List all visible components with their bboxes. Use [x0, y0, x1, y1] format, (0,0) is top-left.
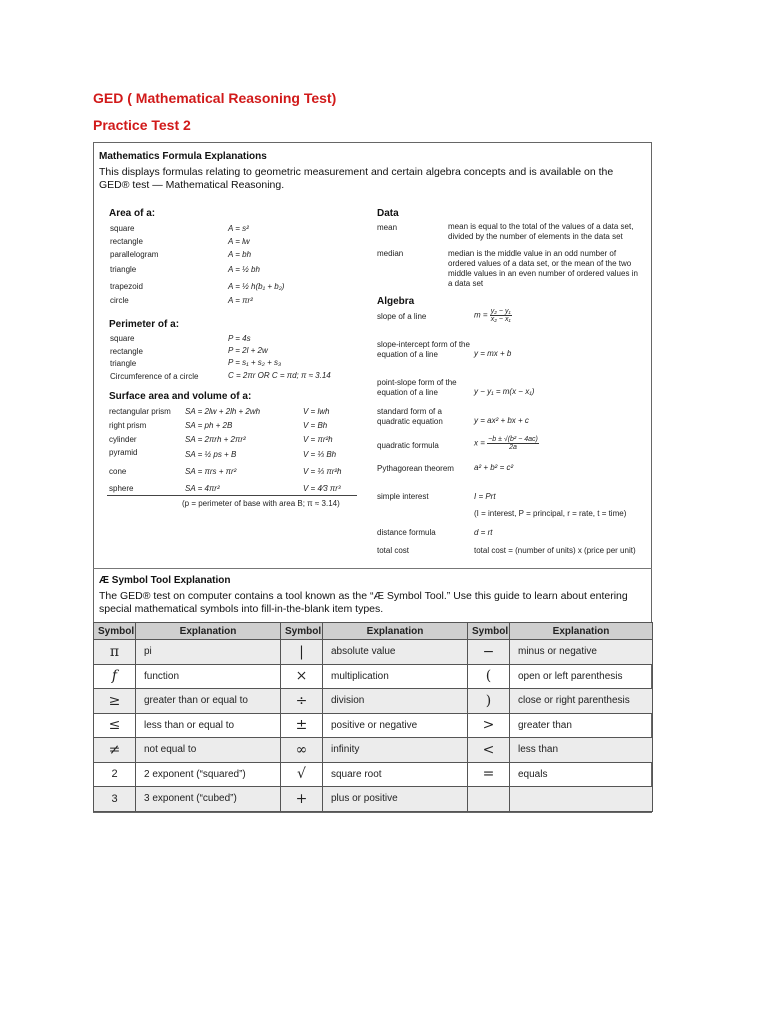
explanation: [510, 787, 653, 812]
col-explanation: Explanation: [510, 623, 653, 640]
standard-form-formula: y = ax² + bx + c: [474, 416, 529, 425]
col-symbol: Symbol: [94, 623, 136, 640]
table-row: [94, 738, 653, 763]
solid-volume: V = Bh: [303, 421, 328, 430]
explanation: 2 exponent (“squared”): [136, 762, 281, 787]
solid-name: cylinder: [109, 435, 137, 444]
symbol-infinity: ∞: [281, 738, 323, 763]
pythagorean-label: Pythagorean theorem: [377, 464, 454, 473]
symbol-plus-minus: ±: [281, 713, 323, 738]
area-formula: A = πr²: [228, 296, 253, 305]
symbol-empty: [468, 787, 510, 812]
symbol-equals: =: [468, 762, 510, 787]
explanation: absolute value: [323, 640, 468, 665]
document-subtitle: Practice Test 2: [93, 117, 191, 133]
col-symbol: Symbol: [281, 623, 323, 640]
explanation: less than or equal to: [136, 713, 281, 738]
surface-rule: [107, 495, 357, 496]
solid-volume: V = 4⁄3 πr³: [303, 484, 341, 493]
explanation: plus or positive: [323, 787, 468, 812]
median-label: median: [377, 249, 404, 258]
standard-form-label: standard form of a quadratic equation: [377, 407, 443, 426]
perimeter-name: triangle: [110, 359, 137, 368]
symbol-close-paren: ): [468, 689, 510, 714]
explanation: positive or negative: [323, 713, 468, 738]
area-formula: A = ½ h(b₁ + b₂): [228, 282, 285, 291]
solid-volume: V = ⅓ Bh: [303, 450, 337, 459]
mean-text: mean is equal to the total of the values of a data set, divided by the number of elements in the data set: [448, 222, 634, 241]
area-name: circle: [110, 296, 129, 305]
formula-heading: Mathematics Formula Explanations: [99, 151, 267, 162]
table-row: [94, 762, 653, 787]
area-heading: Area of a:: [109, 208, 156, 219]
solid-sa: SA = ½ ps + B: [185, 450, 237, 459]
data-heading: Data: [377, 208, 399, 219]
area-formula: A = ½ bh: [228, 265, 260, 274]
explanation: function: [136, 664, 281, 689]
symbol-squared: 2: [94, 762, 136, 787]
explanation: multiplication: [323, 664, 468, 689]
solid-volume: V = lwh: [303, 407, 330, 416]
col-explanation: Explanation: [323, 623, 468, 640]
table-row: [94, 713, 653, 738]
point-slope-formula: y − y₁ = m(x − x₁): [474, 387, 535, 396]
point-slope-label: point-slope form of the equation of a line: [377, 378, 457, 397]
perimeter-formula: P = s₁ + s₂ + s₃: [228, 358, 282, 367]
table-row: [94, 787, 653, 812]
symbol-multiplication: ×: [281, 664, 323, 689]
solid-name: right prism: [109, 421, 147, 430]
area-name: trapezoid: [110, 282, 143, 291]
slope-formula: m = $\frac{\text{y₂ − y₁}}{\text{x₂ − x₁}}$: [474, 308, 511, 323]
table-row: [94, 689, 653, 714]
symbol-open-paren: (: [468, 664, 510, 689]
solid-sa: SA = πrs + πr²: [185, 467, 237, 476]
solid-sa: SA = 2lw + 2lh + 2wh: [185, 407, 261, 416]
perimeter-name: square: [110, 334, 135, 343]
simple-interest-label: simple interest: [377, 492, 429, 501]
slope-label: slope of a line: [377, 312, 427, 321]
perimeter-name: rectangle: [110, 347, 143, 356]
formula-intro: This displays formulas relating to geometric measurement and certain algebra concepts and is available on the GED® test — Mathematical Reasoning.: [99, 166, 614, 191]
symbol-less-than: <: [468, 738, 510, 763]
symbol-pi: π: [94, 640, 136, 665]
perimeter-formula: C = 2πr OR C = πd; π ≈ 3.14: [228, 371, 331, 380]
explanation: open or left parenthesis: [510, 664, 653, 689]
symbol-not-equal: ≠: [94, 738, 136, 763]
area-name: parallelogram: [110, 250, 159, 259]
quadratic-formula: x = $\frac{\text{−b ± √(b² − 4ac)}}{2a}$: [474, 436, 538, 451]
slope-intercept-label: slope-intercept form of the equation of a line: [377, 340, 470, 359]
symbol-table: [93, 622, 653, 812]
distance-label: distance formula: [377, 528, 436, 537]
document-title: GED ( Mathematical Reasoning Test): [93, 90, 337, 106]
explanation: equals: [510, 762, 653, 787]
pythagorean-formula: a² + b² = c²: [474, 463, 514, 472]
perimeter-formula: P = 4s: [228, 334, 251, 343]
total-cost-label: total cost: [377, 546, 410, 555]
symbol-table-header: [94, 623, 653, 640]
area-name: triangle: [110, 265, 137, 274]
explanation: square root: [323, 762, 468, 787]
explanation: not equal to: [136, 738, 281, 763]
distance-formula: d = rt: [474, 528, 493, 537]
algebra-heading: Algebra: [377, 296, 415, 307]
explanation: greater than: [510, 713, 653, 738]
simple-interest-note: (I = interest, P = principal, r = rate, t = time): [474, 509, 627, 518]
explanation: 3 exponent (“cubed”): [136, 787, 281, 812]
solid-volume: V = ⅓ πr²h: [303, 467, 342, 476]
surface-note: (p = perimeter of base with area B; π ≈ 3.14): [182, 499, 340, 508]
perimeter-heading: Perimeter of a:: [109, 319, 180, 330]
solid-sa: SA = 2πrh + 2πr²: [185, 435, 246, 444]
explanation: minus or negative: [510, 640, 653, 665]
explanation: division: [323, 689, 468, 714]
symbol-absolute-value: |: [281, 640, 323, 665]
area-formula: A = bh: [228, 250, 252, 259]
area-formula: A = s²: [228, 224, 249, 233]
solid-name: pyramid: [109, 448, 138, 457]
symbol-lte: ≤: [94, 713, 136, 738]
quadratic-formula-label: quadratic formula: [377, 441, 439, 450]
total-cost-formula: total cost = (number of units) x (price per unit): [474, 546, 636, 555]
symbol-division: ÷: [281, 689, 323, 714]
symbol-cubed: 3: [94, 787, 136, 812]
symbol-tool-heading: Æ Symbol Tool Explanation: [99, 575, 231, 586]
solid-volume: V = πr²h: [303, 435, 333, 444]
col-explanation: Explanation: [136, 623, 281, 640]
slope-intercept-formula: y = mx + b: [474, 349, 512, 358]
perimeter-formula: P = 2l + 2w: [228, 346, 268, 355]
symbol-tool-intro: The GED® test on computer contains a tool known as the “Æ Symbol Tool.” Use this guide to learn about entering special mathematical symbols into fill-in-the-blank item types.: [99, 590, 628, 615]
solid-name: rectangular prism: [109, 407, 171, 416]
solid-sa: SA = ph + 2B: [185, 421, 233, 430]
symbol-square-root: √: [281, 762, 323, 787]
table-row: [94, 664, 653, 689]
solid-name: cone: [109, 467, 127, 476]
explanation: infinity: [323, 738, 468, 763]
explanation: greater than or equal to: [136, 689, 281, 714]
symbol-plus: +: [281, 787, 323, 812]
simple-interest-formula: I = Prt: [474, 492, 496, 501]
surface-heading: Surface area and volume of a:: [109, 391, 252, 402]
section-divider: [93, 568, 652, 569]
area-name: square: [110, 224, 135, 233]
table-row: [94, 640, 653, 665]
perimeter-name: Circumference of a circle: [110, 372, 199, 381]
symbol-gte: ≥: [94, 689, 136, 714]
explanation: close or right parenthesis: [510, 689, 653, 714]
median-text: median is the middle value in an odd number of ordered values of a data set, or the mean of the two middle values in an even number of ordered values in a data set: [448, 249, 638, 288]
symbol-function: f: [94, 664, 136, 689]
col-symbol: Symbol: [468, 623, 510, 640]
explanation: pi: [136, 640, 281, 665]
symbol-minus: −: [468, 640, 510, 665]
area-formula: A = lw: [228, 237, 250, 246]
solid-name: sphere: [109, 484, 134, 493]
area-name: rectangle: [110, 237, 143, 246]
solid-sa: SA = 4πr²: [185, 484, 220, 493]
explanation: less than: [510, 738, 653, 763]
mean-label: mean: [377, 223, 398, 232]
symbol-greater-than: >: [468, 713, 510, 738]
